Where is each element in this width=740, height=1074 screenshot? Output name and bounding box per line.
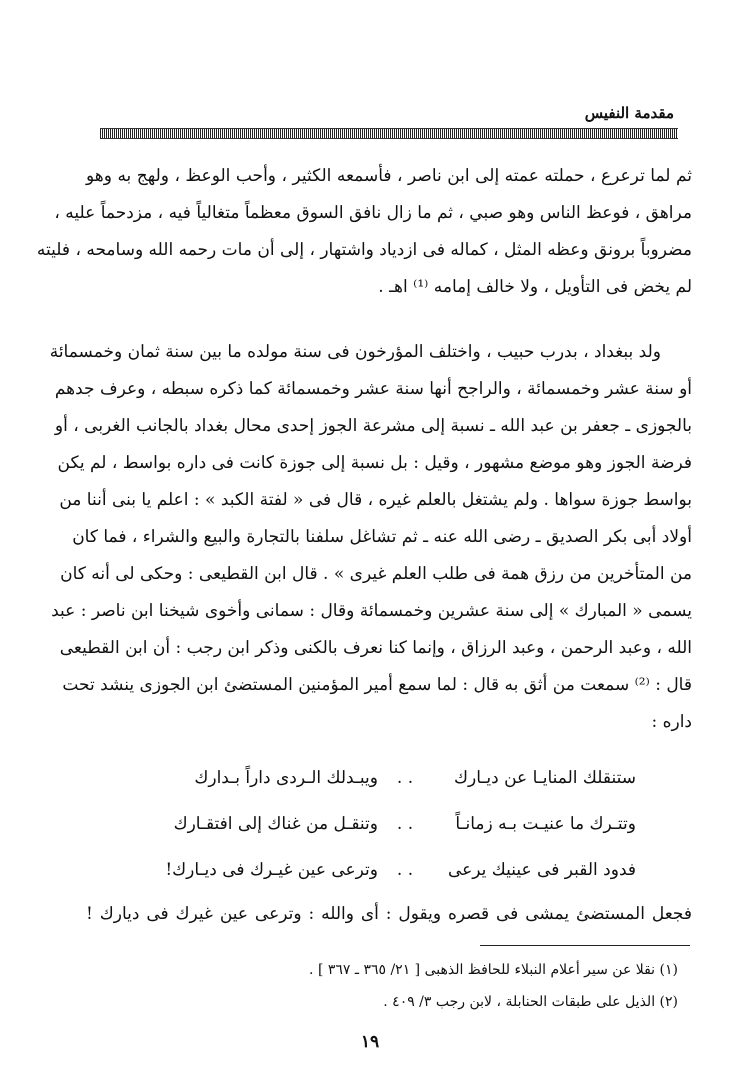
footnote-rule [480, 945, 690, 946]
paragraph2-line: أولاد أبى بكر الصديق ـ رضى الله عنه ـ ثم تشاغل سلفنا بالتجارة والبيع والشراء ، فما كان [72, 527, 692, 547]
poem-verse-first-hemistich: ستنقلك المنايـا عن ديـارك [454, 768, 636, 788]
paragraph1-line: مضروباً برونق وعظه المثل ، كماله فى ازدياد واشتهار ، إلى أن مات رحمه الله وسامحه ، فليته [36, 240, 692, 260]
poem-verse-second-hemistich: وترعى عين غيـرك فى ديـارك! [165, 860, 378, 880]
paragraph2-line: داره : [651, 712, 692, 732]
paragraph2-line: فرضة الجوز وهو موضع مشهور ، وقيل : بل نسبة إلى جوزة كانت فى داره بواسط ، لم يكن [57, 453, 692, 473]
paragraph2-line: الله ، وعبد الرحمن ، وعبد الرزاق ، وإنما كنا نعرف بالكنى وذكر ابن رجب : أن ابن القطيعى [59, 638, 692, 658]
poem-verse-second-hemistich: ويبـدلك الـردى داراً بـدارك [194, 768, 378, 788]
running-header-title: مقدمة النفيس [584, 104, 674, 122]
page-number: ١٩ [360, 1032, 380, 1052]
poem-verse-first-hemistich: وتتـرك ما عنيـت بـه زمانـاً [455, 814, 636, 834]
footnote: (١) نقلا عن سير أعلام النبلاء للحافظ الذهبى [ ٢١/ ٣٦٥ ـ ٣٦٧ ] . [309, 962, 678, 978]
poem-separator: . . [396, 860, 414, 880]
closing-line: فجعل المستضئ يمشى فى قصره ويقول : أى والله : وترعى عين غيرك فى ديارك ! [86, 904, 692, 924]
paragraph2-line: بالجوزى ـ جعفر بن عبد الله ـ نسبة إلى مشرعة الجوز إحدى محال بغداد بالجانب الغربى ، أو [54, 416, 692, 436]
paragraph2-line: من المتأخرين من رزق همة فى طلب العلم غيرى » . قال ابن القطيعى : وحكى لى أنه كان [60, 564, 692, 584]
paragraph1-line: مراهق ، فوعظ الناس وهو صبي ، ثم ما زال نافق السوق معظماً متغالياً فيه ، مزدحماً عليه ، [54, 203, 692, 223]
paragraph2-line: ولد ببغداد ، بدرب حبيب ، واختلف المؤرخون فى سنة مولده ما بين سنة ثمان وخمسمائة [49, 342, 661, 362]
poem-separator: . . [396, 814, 414, 834]
poem-separator: . . [396, 768, 414, 788]
header-rule [100, 128, 678, 139]
paragraph1-line: ثم لما ترعرع ، حملته عمته إلى ابن ناصر ، فأسمعه الكثير ، وأحب الوعظ ، ولهج به وهو [86, 166, 692, 186]
paragraph2-line: قال : ⁽²⁾ سمعت من أثق به قال : لما سمع أمير المؤمنين المستضئ ابن الجوزى ينشد تحت [62, 675, 692, 695]
paragraph2-line: أو سنة عشر وخمسمائة ، والراجح أنها سنة عشر وخمسمائة كما ذكره سبطه ، وعرف جدهم [54, 379, 692, 399]
poem-verse-second-hemistich: وتنقـل من غناك إلى افتقـارك [173, 814, 378, 834]
poem-verse-first-hemistich: فدود القبر فى عينيك يرعى [447, 860, 636, 880]
footnote: (٢) الذيل على طبقات الحنابلة ، لابن رجب ٣/ ٤٠٩ . [383, 994, 678, 1010]
paragraph2-line: بواسط جوزة سواها . ولم يشتغل بالعلم غيره ، قال فى « لفتة الكبد » : اعلم يا بنى أننا من [59, 490, 692, 510]
paragraph1-line: لم يخض فى التأويل ، ولا خالف إمامه ⁽¹⁾ اهـ . [378, 277, 692, 297]
paragraph2-line: يسمى « المبارك » إلى سنة عشرين وخمسمائة وقال : سمانى وأخوى شيخنا ابن ناصر : عبد [51, 601, 692, 621]
